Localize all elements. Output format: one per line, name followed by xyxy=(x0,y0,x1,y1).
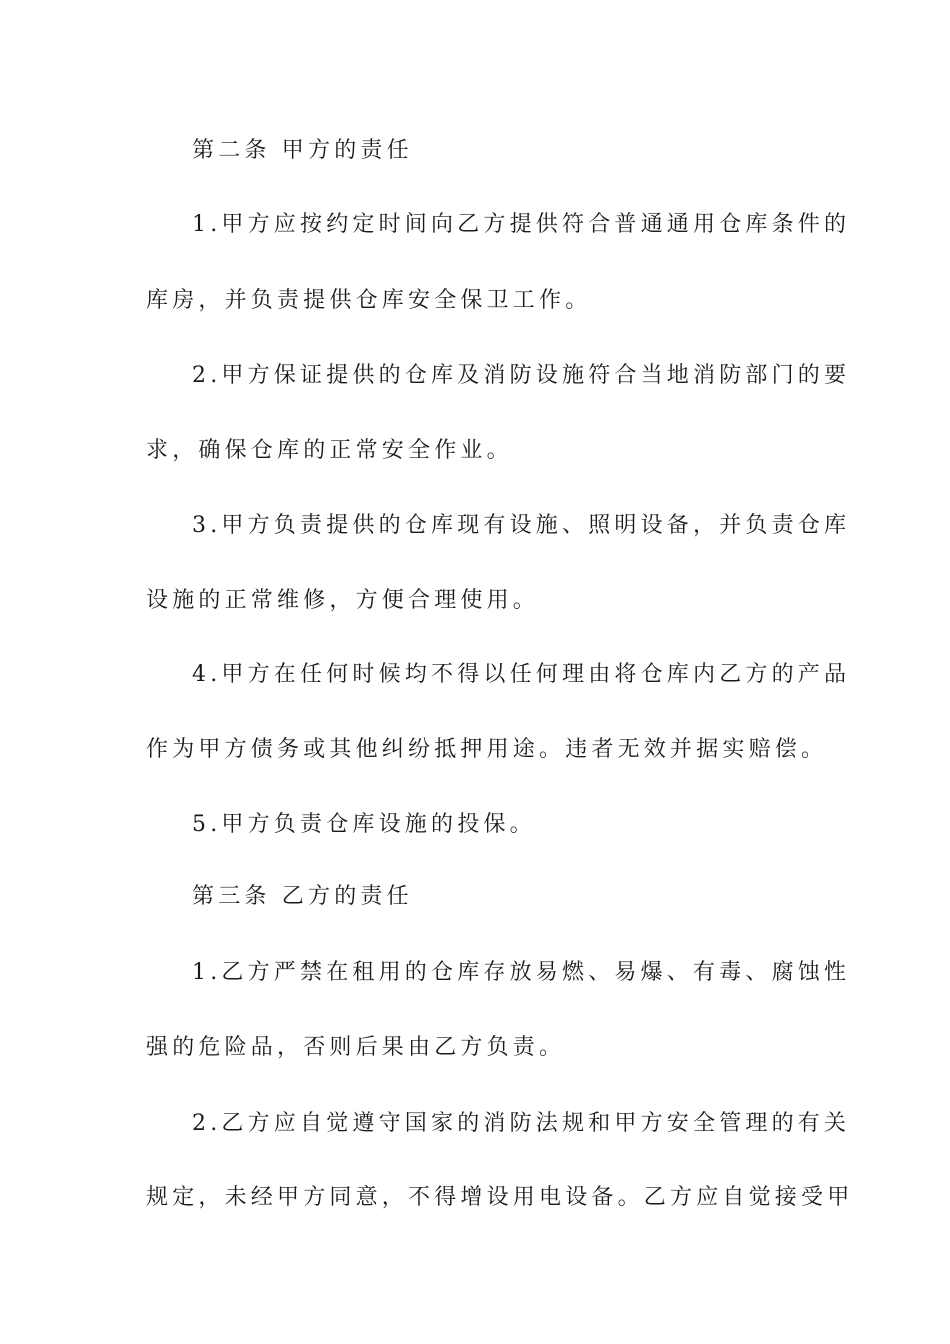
paragraph-line: 3.甲方负责提供的仓库现有设施、照明设备，并负责仓库 xyxy=(192,513,851,538)
section-heading-party-a: 第二条 甲方的责任 xyxy=(192,138,413,163)
paragraph-line: 2.乙方应自觉遵守国家的消防法规和甲方安全管理的有关 xyxy=(192,1111,851,1136)
section-heading-party-b: 第三条 乙方的责任 xyxy=(192,884,413,909)
paragraph-line: 1.乙方严禁在租用的仓库存放易燃、易爆、有毒、腐蚀性 xyxy=(192,960,851,985)
paragraph-line: 2.甲方保证提供的仓库及消防设施符合当地消防部门的要 xyxy=(192,363,851,388)
paragraph-line: 1.甲方应按约定时间向乙方提供符合普通通用仓库条件的 xyxy=(192,212,851,237)
paragraph-line: 库房，并负责提供仓库安全保卫工作。 xyxy=(146,288,592,313)
paragraph-line: 强的危险品，否则后果由乙方负责。 xyxy=(146,1035,566,1060)
paragraph-line: 4.甲方在任何时候均不得以任何理由将仓库内乙方的产品 xyxy=(192,662,851,687)
paragraph-line: 作为甲方债务或其他纠纷抵押用途。违者无效并据实赔偿。 xyxy=(146,737,828,762)
paragraph-line: 求，确保仓库的正常安全作业。 xyxy=(146,438,513,463)
paragraph-line: 设施的正常维修，方便合理使用。 xyxy=(146,588,540,613)
paragraph-line: 5.甲方负责仓库设施的投保。 xyxy=(192,812,536,837)
paragraph-line: 规定，未经甲方同意，不得增设用电设备。乙方应自觉接受甲 xyxy=(146,1185,854,1210)
